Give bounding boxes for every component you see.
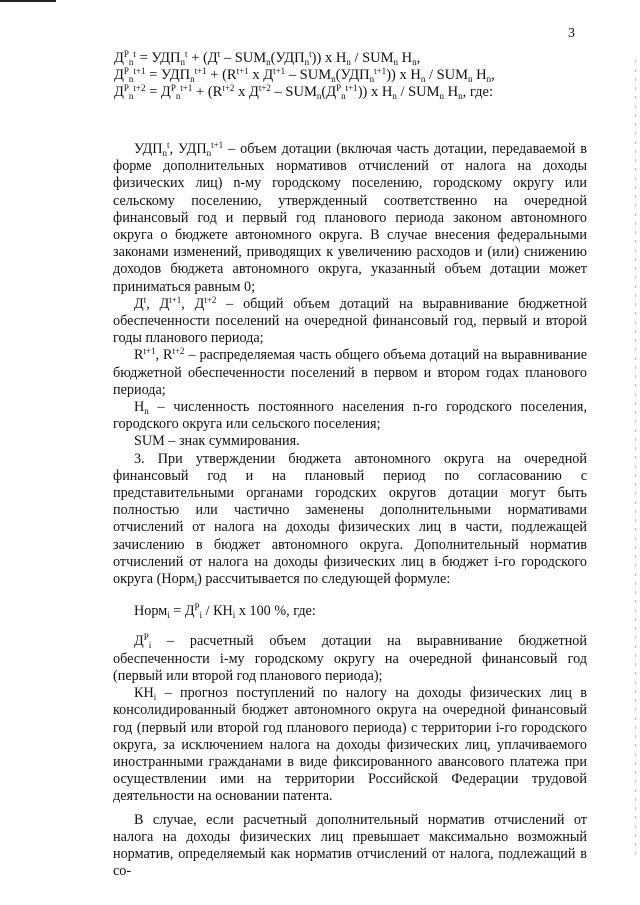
paragraph: $КН_i$ – прогноз поступлений по налогу на доходы физических лиц в консолидированный бюджет автономного округа на очередной финансовый год (первый или второй год планового периода) с территории i-го городского округа, за исключением налога на доходы физических лиц, уплачиваемого иностранными гражданами в виде фиксированного авансового платежа при осуществлении ими на территории Российской Федерации трудовой деятельности на основании патента. [113,685,587,805]
paragraph: $УДП_n^t$, $УДП_n^{t+1}$ – объем дотации (включая часть дотации, передаваемой в форме дополнительных нормативов отчислений от налога на доходы физических лиц) n-му городскому поселению, городскому округу или сельскому поселению, утвержденный соответственно на очередной финансовый год и первый год планового периода законом автономного округа о бюджете автономного округа. В случае внесения федеральными законами изменений, приводящих к увеличению расходов и (или) снижению доходов бюджета автономного округа, указанный объем дотации может приниматься равным 0; [113,140,587,295]
formula-block [114,50,584,101]
paragraph: SUM – знак суммирования. [134,433,300,450]
formula-line: Норм$_i$ = $Д^P_i / КН_i$ x 100 %, где: [134,602,316,621]
paragraph: В случае, если расчетный дополнительный норматив отчислений от налога на доходы физических лиц превышает максимально возможный норматив, определяемый как норматив отчислений от налога, подлежащий в со- [113,811,587,880]
page-number: 3 [568,26,575,41]
paragraph: $Д^P_i$ – расчетный объем дотации на выравнивание бюджетной обеспеченности i-му городскому округу на очередной финансовый год (первый или второй год планового периода); [113,632,587,684]
formula-line: $Д^P_n^{t+2} = Д^P_n^{t+1} + (R^{t+2}$ x $Д^{t+2} - SUM_n(Д^P_n^{t+1})$) x $Н_n / SUM_n$ $Н_n$, где: [114,83,493,101]
formula-line: $Д^P_n^{t+1} = УДП_n^{t+1} + (R^{t+1}$ x $Д^{t+1} - SUM_n(УДП_n^{t+1})$) x $Н_n / SUM_n$ $Н_n$, [114,66,495,84]
paragraph: $Д^t$, $Д^{t+1}$, $Д^{t+2}$ – общий объем дотаций на выравнивание бюджетной обеспеченности поселений на очередной финансовый год, первый и второй годы планового периода; [113,294,587,347]
top-edge-line [0,0,56,2]
paragraph: $Н_n$ – численность постоянного населения n-го городского поселения, городского округа или сельского поселения; [113,399,587,433]
scan-edge-line [635,60,636,860]
paragraph: 3. При утверждении бюджета автономного округа на очередной финансовый год и на плановый период по согласованию с представительными органами городских округов дотации могут быть полностью или частично заменены дополнительными нормативами отчислений от налога на доходы физических лиц в части, подлежащей зачислению в бюджет автономного округа. Дополнительный норматив отчислений от налога на доходы физических лиц в бюджет i-го городского округа (Норм$_i$) рассчитывается по следующей формуле: [113,450,587,589]
body-text [113,141,587,880]
formula-line: $Д^P_n^t = УДП_n^t + (Д^t - SUM_n(УДП_n^t))$ x $Н_n / SUM_n$ $Н_n$, [114,49,421,67]
paragraph: $R^{t+1}$, $R^{t+2}$ – распределяемая часть общего объема дотаций на выравнивание бюджетной обеспеченности поселений в первом и втором годах планового периода; [113,346,587,398]
